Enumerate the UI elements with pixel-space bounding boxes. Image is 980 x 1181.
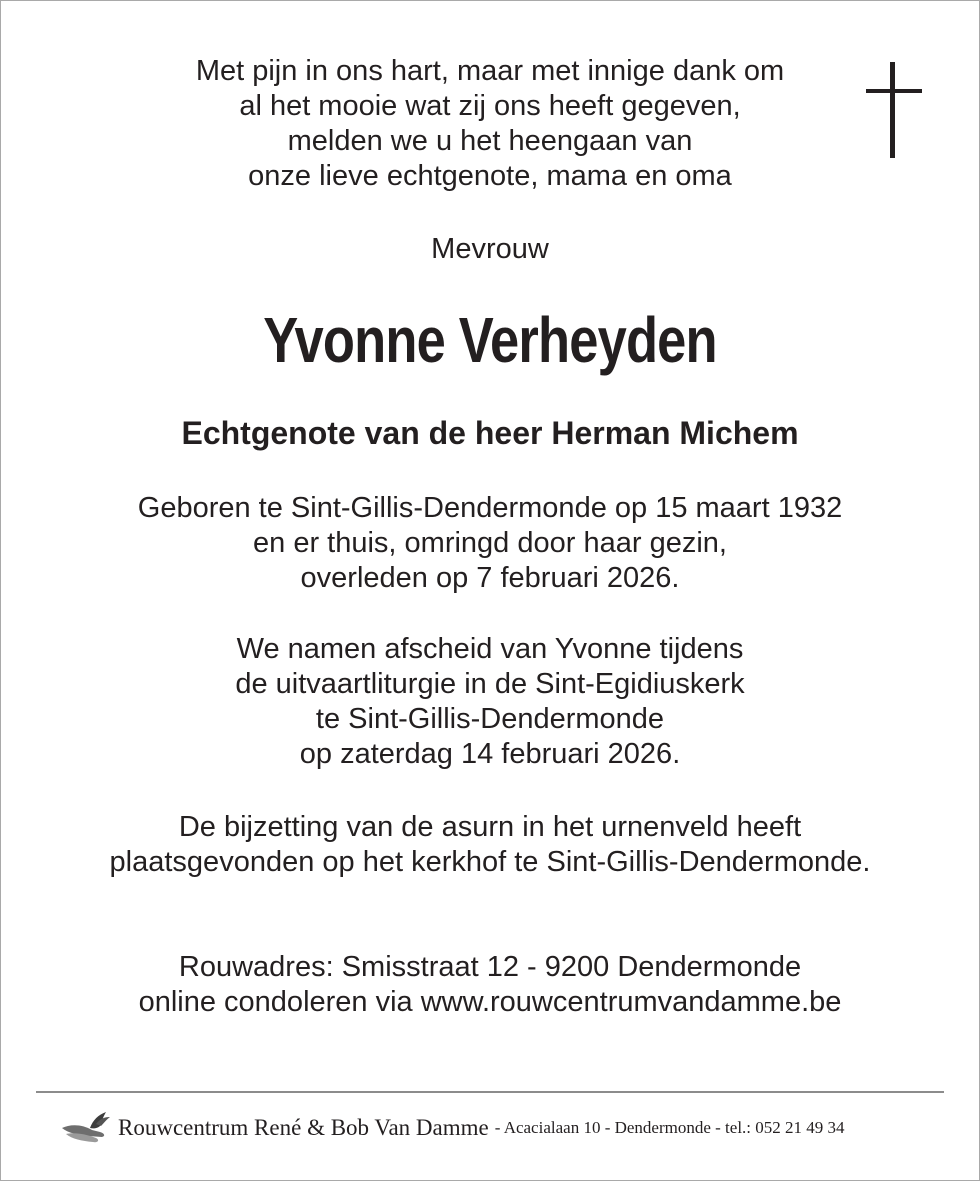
burial-line: plaatsgevonden op het kerkhof te Sint-Gillis-Dendermonde. bbox=[109, 846, 871, 878]
funeral-home-name: Rouwcentrum René & Bob Van Damme bbox=[118, 1115, 489, 1140]
birth-line: en er thuis, omringd door haar gezin, bbox=[253, 527, 727, 559]
farewell-line: te Sint-Gillis-Dendermonde bbox=[315, 703, 665, 735]
farewell-line: de uitvaartliturgie in de Sint-Egidiuskerk bbox=[235, 668, 745, 700]
burial-line: De bijzetting van de asurn in het urnenveld heeft bbox=[178, 811, 802, 843]
farewell-text bbox=[0, 632, 980, 772]
birth-line: overleden op 7 februari 2026. bbox=[300, 562, 680, 594]
honorific-title: Mevrouw bbox=[431, 233, 549, 265]
online-condolence-link[interactable]: online condoleren via www.rouwcentrumvandamme.be bbox=[138, 986, 842, 1018]
intro-text bbox=[0, 54, 980, 194]
intro-line: onze lieve echtgenote, mama en oma bbox=[248, 160, 732, 192]
contact-text bbox=[0, 950, 980, 1020]
birth-death-text bbox=[0, 491, 980, 596]
burial-text bbox=[0, 810, 980, 880]
farewell-line: op zaterdag 14 februari 2026. bbox=[299, 738, 681, 770]
funeral-home-details: - Acacialaan 10 - Dendermonde - tel.: 052 21 49 34 bbox=[494, 1118, 845, 1137]
footer bbox=[60, 1108, 940, 1148]
mourning-address: Rouwadres: Smisstraat 12 - 9200 Dendermonde bbox=[178, 951, 802, 983]
intro-line: Met pijn in ons hart, maar met innige dank om bbox=[195, 55, 785, 87]
deceased-name: Yvonne Verheyden bbox=[263, 304, 717, 376]
intro-line: al het mooie wat zij ons heeft gegeven, bbox=[239, 90, 741, 122]
footer-divider bbox=[36, 1091, 944, 1093]
intro-line: melden we u het heengaan van bbox=[287, 125, 693, 157]
farewell-line: We namen afscheid van Yvonne tijdens bbox=[236, 633, 744, 665]
spouse-line: Echtgenote van de heer Herman Michem bbox=[181, 415, 799, 451]
hands-bird-logo-icon bbox=[60, 1110, 114, 1146]
birth-line: Geboren te Sint-Gillis-Dendermonde op 15 maart 1932 bbox=[137, 492, 843, 524]
